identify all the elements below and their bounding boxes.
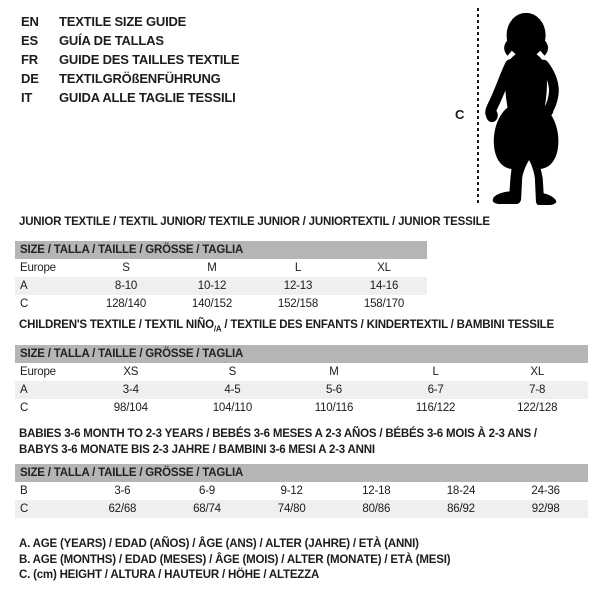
- row-label: C: [20, 298, 29, 310]
- height-cell: 140/152: [191, 298, 233, 310]
- lang-row-es: [21, 31, 239, 50]
- age-cell: 18-24: [446, 485, 476, 497]
- lang-row-de: [21, 69, 239, 88]
- table-row: [15, 363, 588, 381]
- lang-label: TEXTILGRÖßENFÜHRUNG: [59, 71, 221, 86]
- size-header-band: SIZE / TALLA / TAILLE / GRÖSSE / TAGLIA: [15, 464, 588, 482]
- babies-size-table: [15, 482, 588, 518]
- height-cell: 92/98: [531, 503, 560, 515]
- table-row: [15, 399, 588, 417]
- lang-label: TEXTILE SIZE GUIDE: [59, 14, 187, 29]
- height-measure-dashed-line: [477, 8, 479, 206]
- row-label: Europe: [20, 366, 56, 378]
- size-cell: M: [207, 262, 217, 274]
- size-header-band: SIZE / TALLA / TAILLE / GRÖSSE / TAGLIA: [15, 241, 427, 259]
- row-label: A: [20, 384, 28, 396]
- lang-row-en: [21, 12, 239, 31]
- height-cell: 68/74: [193, 503, 221, 515]
- height-cell: 86/92: [447, 503, 475, 515]
- height-cell: 158/170: [363, 298, 405, 310]
- lang-label: GUIDE DES TAILLES TEXTILE: [59, 52, 240, 67]
- size-header-band: SIZE / TALLA / TAILLE / GRÖSSE / TAGLIA: [15, 345, 588, 363]
- height-cell: 110/116: [314, 402, 354, 414]
- age-cell: 3-6: [114, 485, 131, 497]
- age-cell: 3-4: [122, 384, 139, 396]
- language-title-list: [21, 12, 239, 107]
- age-cell: 5-6: [325, 384, 342, 396]
- note-height-cm: C. (cm) HEIGHT / ALTURA / HAUTEUR / HÖHE / ALTEZZA: [19, 569, 320, 581]
- row-label: C: [20, 402, 29, 414]
- lang-row-fr: [21, 50, 239, 69]
- babies-title-line2: BABYS 3-6 MONATE BIS 2-3 JAHRE / BAMBINI 3-6 MESI A 2-3 ANNI: [19, 444, 375, 456]
- table-row: [15, 277, 427, 295]
- children-size-table: [15, 363, 588, 417]
- children-table: [15, 345, 588, 417]
- age-cell: 10-12: [197, 280, 227, 292]
- size-cell: L: [432, 366, 439, 378]
- size-cell: S: [122, 262, 130, 274]
- junior-size-table: [15, 259, 427, 313]
- size-cell: M: [329, 366, 339, 378]
- height-cell: 80/86: [362, 503, 391, 515]
- babies-table: [15, 464, 588, 518]
- table-row: [15, 259, 427, 277]
- legend-notes: [19, 537, 450, 584]
- lang-label: GUIDA ALLE TAGLIE TESSILI: [59, 90, 236, 105]
- lang-code: ES: [21, 33, 38, 48]
- lang-code: IT: [21, 90, 33, 105]
- age-cell: 7-8: [529, 384, 546, 396]
- toddler-silhouette-icon: [482, 6, 577, 206]
- age-cell: 8-10: [114, 280, 138, 292]
- height-cell: 128/140: [105, 298, 147, 310]
- lang-row-it: [21, 88, 239, 107]
- lang-code: FR: [21, 52, 38, 67]
- row-label: Europe: [20, 262, 56, 274]
- table-row: [15, 295, 427, 313]
- height-cell: 98/104: [113, 402, 148, 414]
- junior-table: [15, 241, 427, 313]
- size-cell: S: [228, 366, 237, 378]
- lang-label: GUÍA DE TALLAS: [59, 33, 164, 48]
- age-cell: 6-7: [427, 384, 444, 396]
- size-cell: XL: [377, 262, 391, 274]
- height-cell: 116/122: [415, 402, 456, 414]
- junior-table-title: JUNIOR TEXTILE / TEXTIL JUNIOR/ TEXTILE JUNIOR / JUNIORTEXTIL / JUNIOR TESSILE: [19, 216, 490, 228]
- age-cell: 6-9: [198, 485, 215, 497]
- height-cell: 122/128: [517, 402, 558, 414]
- height-cell: 152/158: [277, 298, 319, 310]
- table-row: [15, 381, 588, 399]
- title-subscript: /A: [213, 324, 222, 334]
- height-cell: 62/68: [108, 503, 137, 515]
- age-cell: 12-13: [283, 280, 313, 292]
- height-cell: 74/80: [277, 503, 306, 515]
- age-cell: 14-16: [369, 280, 399, 292]
- size-cell: L: [294, 262, 302, 274]
- row-label: B: [20, 485, 28, 497]
- babies-title-line1: BABIES 3-6 MONTH TO 2-3 YEARS / BEBÉS 3-6 MESES A 2-3 AÑOS / BÉBÉS 3-6 MOIS À 2-3 ANS /: [19, 428, 537, 440]
- size-cell: XL: [530, 366, 545, 378]
- note-age-years: A. AGE (YEARS) / EDAD (AÑOS) / ÂGE (ANS) / ALTER (JAHRE) / ETÀ (ANNI): [19, 538, 419, 550]
- children-table-title: CHILDREN'S TEXTILE / TEXTIL $NIÑO_{/A}$ / TEXTILE DES ENFANTS / KINDERTEXTIL / BAMBINI TESSILE: [19, 319, 554, 334]
- height-measure-label: C: [455, 107, 465, 122]
- babies-table-title: [19, 426, 579, 458]
- size-cell: XS: [123, 366, 139, 378]
- age-cell: 12-18: [362, 485, 391, 497]
- row-label: A: [20, 280, 28, 292]
- note-age-months: B. AGE (MONTHS) / EDAD (MESES) / ÂGE (MOIS) / ALTER (MONATE) / ETÀ (MESI): [19, 553, 451, 566]
- lang-code: EN: [21, 14, 39, 29]
- age-cell: 24-36: [531, 485, 560, 497]
- table-row: [15, 500, 588, 518]
- lang-code: DE: [21, 71, 39, 86]
- height-cell: 104/110: [212, 402, 253, 414]
- table-row: [15, 482, 588, 500]
- age-cell: 9-12: [280, 485, 303, 497]
- row-label: C: [20, 503, 29, 515]
- age-cell: 4-5: [224, 384, 241, 396]
